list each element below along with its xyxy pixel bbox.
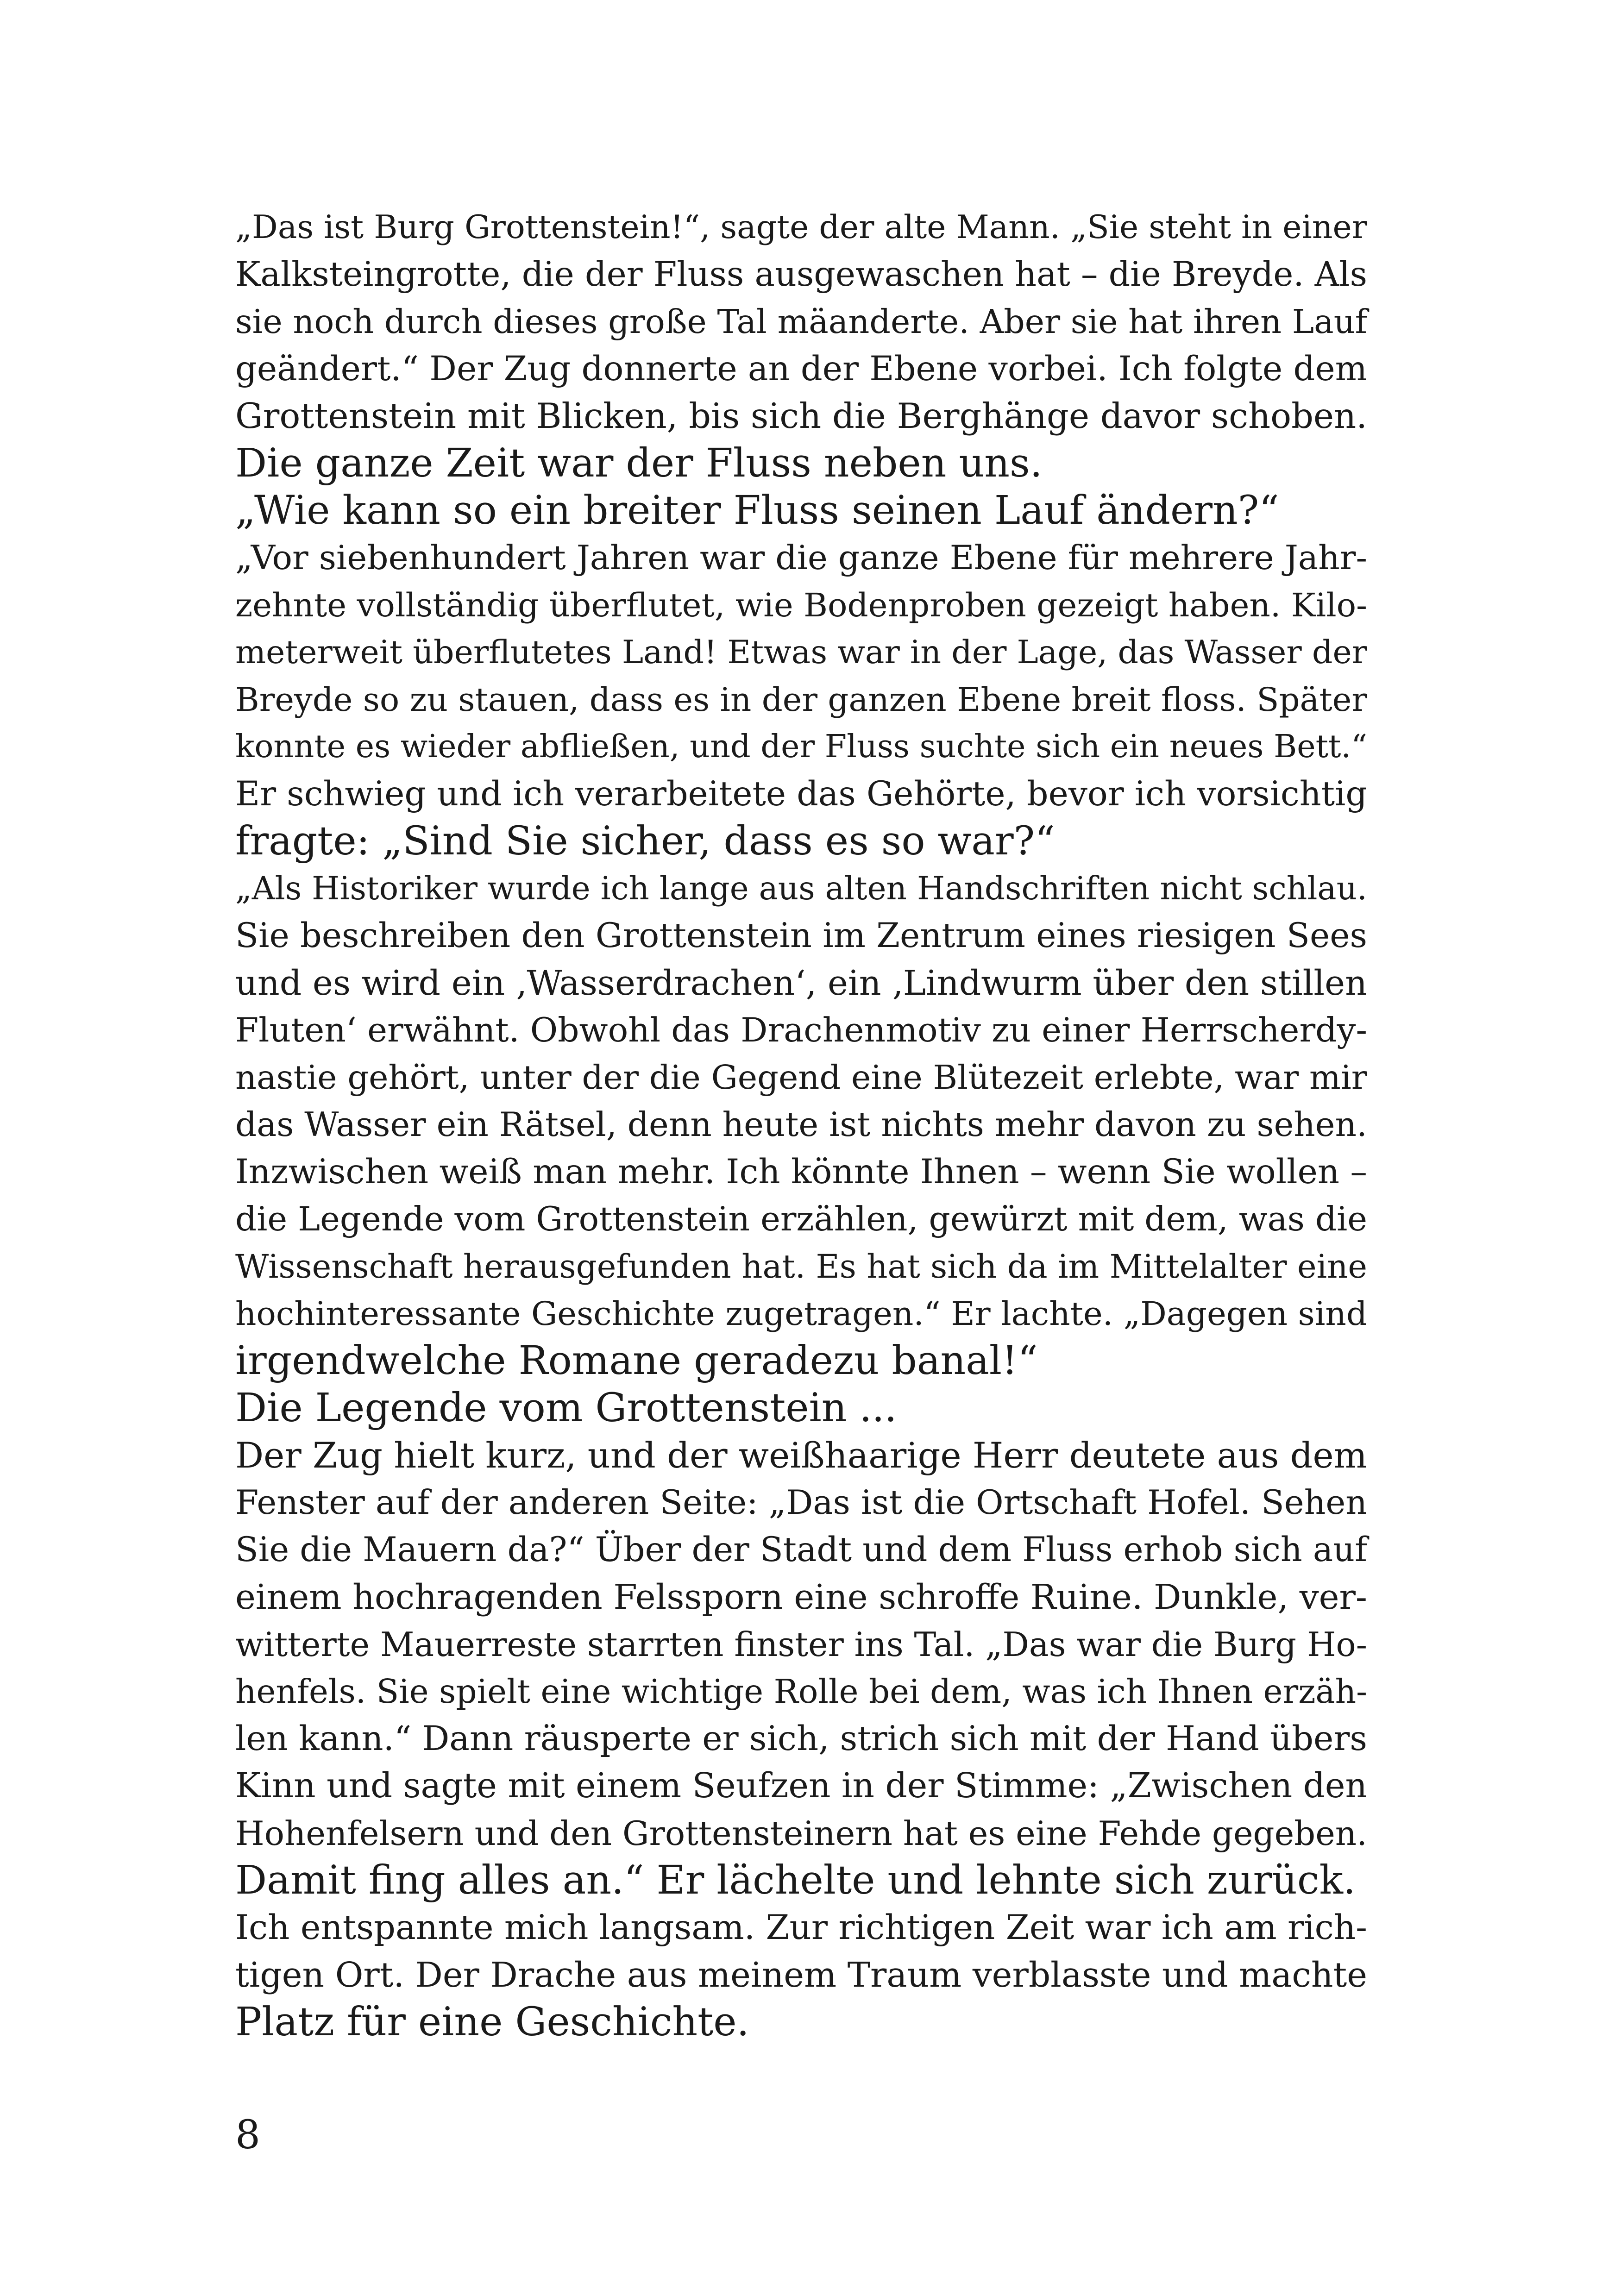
text-line: Kinn und sagte mit einem Seufzen in der Stimme: „Zwischen den xyxy=(235,1766,1367,1806)
text-line: Hohenfelsern und den Grottensteinern hat es eine Fehde gegeben. xyxy=(235,1814,1367,1853)
text-line: „Wie kann so ein breiter Fluss seinen Lauf ändern?“ xyxy=(235,488,1279,533)
text-line: hochinteressante Geschichte zugetragen.“ Er lachte. „Dagegen sind xyxy=(235,1295,1367,1333)
text-line: Fenster auf der anderen Seite: „Das ist die Ortschaft Hofel. Sehen xyxy=(235,1483,1367,1522)
text-line: Sie beschreiben den Grottenstein im Zentrum eines riesigen Sees xyxy=(235,916,1367,955)
text-line: fragte: „Sind Sie sicher, dass es so war?“ xyxy=(235,818,1055,864)
text-line: meterweit überflutetes Land! Etwas war in der Lage, das Wasser der xyxy=(235,634,1367,671)
text-line: Der Zug hielt kurz, und der weißhaarige Herr deutete aus dem xyxy=(235,1435,1367,1476)
text-line: zehnte vollständig überflutet, wie Bodenproben gezeigt haben. Kilo- xyxy=(235,586,1367,624)
text-line: einem hochragenden Felssporn eine schroffe Ruine. Dunkle, ver- xyxy=(235,1577,1367,1617)
text-line: Sie die Mauern da?“ Über der Stadt und dem Fluss erhob sich auf xyxy=(235,1530,1367,1569)
text-line: konnte es wieder abfließen, und der Fluss suchte sich ein neues Bett.“ xyxy=(235,728,1367,765)
text-line: Die Legende vom Grottenstein ... xyxy=(235,1385,897,1431)
text-line: und es wird ein ‚Wasserdrachen‘, ein ‚Lindwurm über den stillen xyxy=(235,963,1367,1003)
text-line: „Vor siebenhundert Jahren war die ganze Ebene für mehrere Jahr- xyxy=(235,539,1367,577)
text-line: tigen Ort. Der Drache aus meinem Traum verblasste und machte xyxy=(235,1955,1367,1995)
text-line: geändert.“ Der Zug donnerte an der Ebene vorbei. Ich folgte dem xyxy=(235,349,1367,389)
text-line: Kalksteingrotte, die der Fluss ausgewaschen hat – die Breyde. Als xyxy=(235,255,1367,294)
body-text xyxy=(235,204,1367,2046)
text-line: henfels. Sie spielt eine wichtige Rolle bei dem, was ich Ihnen erzäh- xyxy=(235,1672,1367,1711)
text-line: Er schwieg und ich verarbeitete das Gehörte, bevor ich vorsichtig xyxy=(235,774,1367,814)
text-line: „Das ist Burg Grottenstein!“, sagte der alte Mann. „Sie steht in einer xyxy=(235,208,1367,246)
text-line: „Als Historiker wurde ich lange aus alten Handschriften nicht schlau. xyxy=(235,870,1367,907)
text-line: len kann.“ Dann räusperte er sich, strich sich mit der Hand übers xyxy=(235,1719,1367,1758)
text-line: Fluten‘ erwähnt. Obwohl das Drachenmotiv zu einer Herrscherdy- xyxy=(235,1011,1367,1050)
text-line: die Legende vom Grottenstein erzählen, gewürzt mit dem, was die xyxy=(235,1200,1367,1239)
text-line: Wissenschaft herausgefunden hat. Es hat sich da im Mittelalter eine xyxy=(235,1248,1367,1286)
text-line: Inzwischen weiß man mehr. Ich könnte Ihnen – wenn Sie wollen – xyxy=(235,1152,1367,1192)
text-line: sie noch durch dieses große Tal mäanderte. Aber sie hat ihren Lauf xyxy=(235,302,1368,341)
text-line: Ich entspannte mich langsam. Zur richtigen Zeit war ich am rich- xyxy=(235,1908,1367,1947)
text-line: Platz für eine Geschichte. xyxy=(235,1999,749,2045)
text-line: Damit fing alles an.“ Er lächelte und lehnte sich zurück. xyxy=(235,1857,1356,1903)
text-line: Grottenstein mit Blicken, bis sich die Berghänge davor schoben. xyxy=(235,396,1367,436)
text-line: witterte Mauerreste starrten finster ins Tal. „Das war die Burg Ho- xyxy=(235,1625,1367,1664)
text-line: irgendwelche Romane geradezu banal!“ xyxy=(235,1338,1038,1384)
text-line: das Wasser ein Rätsel, denn heute ist nichts mehr davon zu sehen. xyxy=(235,1105,1367,1144)
text-line: nastie gehört, unter der die Gegend eine Blütezeit erlebte, war mir xyxy=(235,1058,1367,1097)
page-number: 8 xyxy=(235,2112,261,2158)
text-line: Breyde so zu stauen, dass es in der ganzen Ebene breit floss. Später xyxy=(235,681,1367,719)
text-line: Die ganze Zeit war der Fluss neben uns. xyxy=(235,440,1043,486)
